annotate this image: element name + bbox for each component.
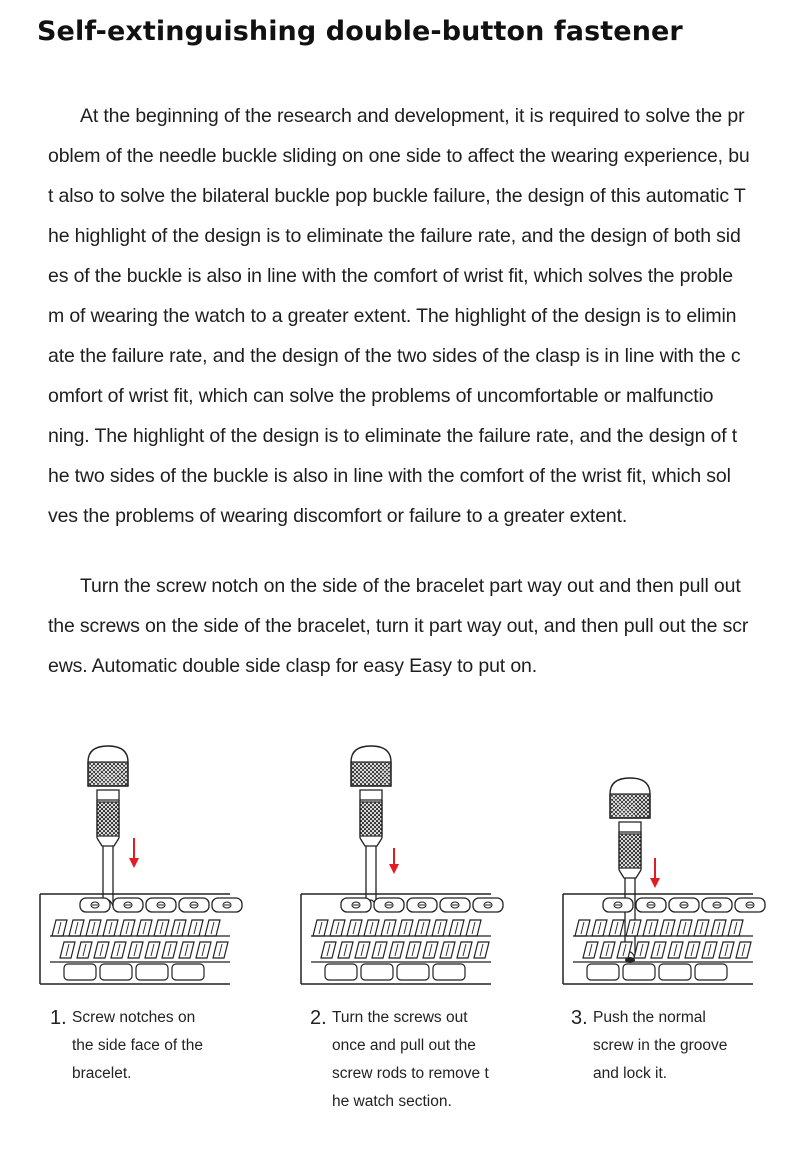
caption-line: screw rods to remove t bbox=[332, 1065, 489, 1082]
text-line: ate the failure rate, and the design of the two sides of the clasp is in line with the c bbox=[48, 345, 741, 367]
caption-line: Turn the screws out bbox=[332, 1009, 468, 1026]
text-line: t also to solve the bilateral buckle pop buckle failure, the design of this automatic T bbox=[48, 185, 746, 207]
step-number: 1. bbox=[50, 1007, 67, 1029]
bracelet-icon bbox=[563, 894, 765, 984]
caption-line: bracelet. bbox=[72, 1065, 132, 1082]
description-paragraph-1 bbox=[48, 96, 764, 536]
step-3-illustration bbox=[557, 718, 787, 988]
text-line: he two sides of the buckle is also in line with the comfort of the wrist fit, which sol bbox=[48, 465, 731, 487]
down-arrow-icon bbox=[129, 838, 139, 868]
step-number: 2. bbox=[310, 1007, 327, 1029]
text-line: the screws on the side of the bracelet, turn it part way out, and then pull out the scr bbox=[48, 615, 749, 637]
text-line: he highlight of the design is to eliminate the failure rate, and the design of both sid bbox=[48, 225, 741, 247]
caption-line: he watch section. bbox=[332, 1093, 452, 1110]
step-2-illustration bbox=[297, 718, 527, 988]
caption-line: once and pull out the bbox=[332, 1037, 476, 1054]
description-paragraph-2 bbox=[48, 566, 764, 686]
screwdriver-icon bbox=[63, 746, 185, 906]
caption-line: screw in the groove bbox=[593, 1037, 728, 1054]
text-line: ves the problems of wearing discomfort or failure to a greater extent. bbox=[48, 505, 628, 527]
text-line: m of wearing the watch to a greater extent. The highlight of the design is to elimin bbox=[48, 305, 737, 327]
caption-line: the side face of the bbox=[72, 1037, 203, 1054]
text-line: At the beginning of the research and development, it is required to solve the pr bbox=[80, 105, 745, 127]
text-line: oblem of the needle buckle sliding on one side to affect the wearing experience, bu bbox=[48, 145, 750, 167]
text-line: Turn the screw notch on the side of the bracelet part way out and then pull out bbox=[80, 575, 741, 597]
screwdriver-icon bbox=[326, 746, 448, 906]
caption-line: Screw notches on bbox=[72, 1009, 196, 1026]
down-arrow-icon bbox=[650, 858, 660, 888]
caption-line: Push the normal bbox=[593, 1009, 706, 1026]
text-line: ning. The highlight of the design is to eliminate the failure rate, and the design of t bbox=[48, 425, 738, 447]
step-1-illustration bbox=[36, 718, 266, 988]
text-line: ews. Automatic double side clasp for easy Easy to put on. bbox=[48, 655, 537, 677]
page-title: Self-extinguishing double-button fastener bbox=[37, 16, 683, 47]
text-line: omfort of wrist fit, which can solve the problems of uncomfortable or malfunctio bbox=[48, 385, 714, 407]
bracelet-icon bbox=[301, 894, 503, 984]
step-number: 3. bbox=[571, 1007, 588, 1029]
text-line: es of the buckle is also in line with the comfort of wrist fit, which solves the proble bbox=[48, 265, 733, 287]
bracelet-icon bbox=[40, 894, 242, 984]
caption-line: and lock it. bbox=[593, 1065, 668, 1082]
down-arrow-icon bbox=[389, 848, 399, 874]
